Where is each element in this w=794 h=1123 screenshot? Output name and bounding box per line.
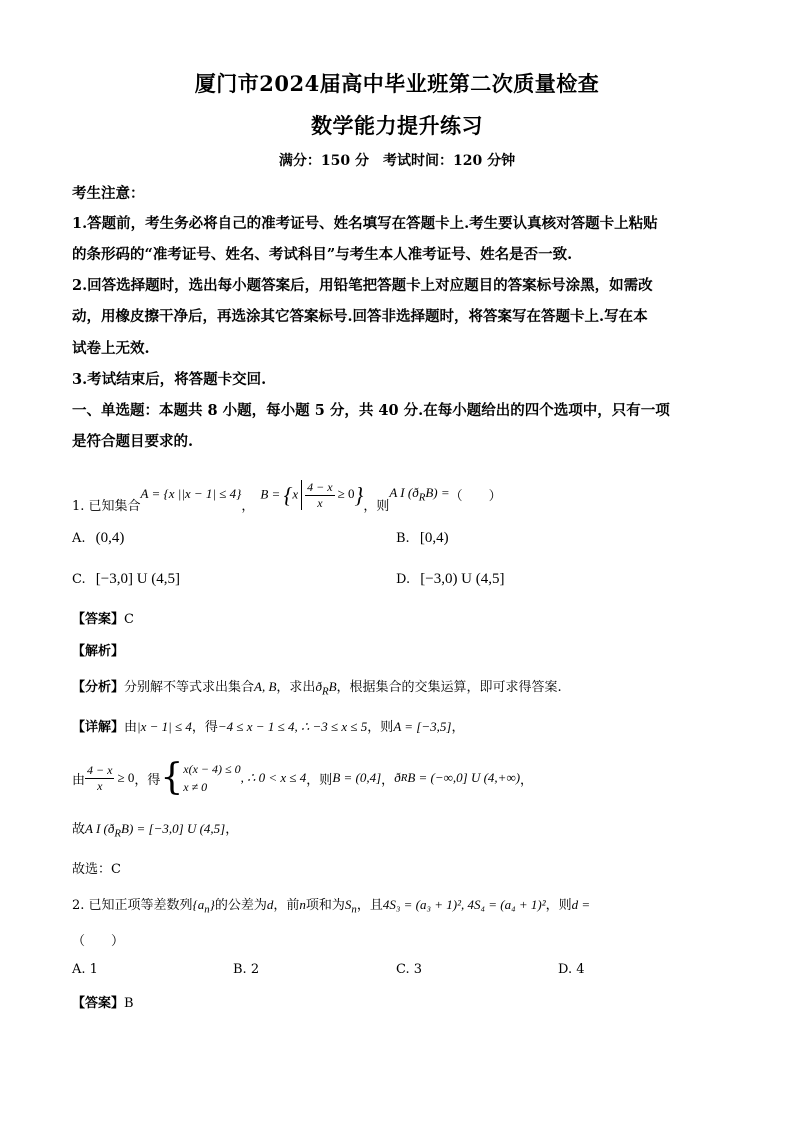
- option-a[interactable]: [72, 530, 124, 547]
- analysis-tag: 【解析】: [72, 644, 125, 659]
- section-heading: 是符合题目要求的.: [72, 433, 194, 450]
- option-label: B.: [233, 962, 247, 977]
- text: ，: [381, 772, 395, 788]
- text: 分别解不等式求出集合: [124, 680, 255, 695]
- set-b-fraction: [305, 480, 334, 511]
- question-1-expression: [389, 485, 449, 504]
- math-subscript: n: [351, 903, 357, 916]
- math-inline: {a: [192, 897, 205, 912]
- option-value: 2: [250, 962, 260, 977]
- answer-blank: （ ）: [72, 934, 125, 949]
- option-b[interactable]: [396, 530, 449, 547]
- math-inline: B) = [−3,0] U (4,5]: [121, 821, 226, 836]
- solution-step-2: [72, 756, 722, 800]
- option-label: D.: [558, 962, 573, 977]
- math-inline: B = (0,4]: [332, 770, 382, 785]
- text: ，求出: [276, 680, 316, 695]
- solution-step-1: [72, 716, 722, 735]
- fraction-numerator: 4 − x: [307, 479, 333, 494]
- math-inline: }: [209, 897, 215, 912]
- fenxi-tag: 【分析】: [72, 680, 125, 695]
- notice-line: 动，用橡皮擦干净后，再选涂其它答案标号.回答非选择题时，将答案写在答题卡上.写在本: [72, 308, 648, 325]
- left-brace-icon: {: [283, 482, 293, 507]
- text: ，得: [191, 720, 218, 735]
- final-choice: 故选：C: [72, 862, 121, 877]
- text: ，且: [356, 898, 383, 913]
- set-b-relation: ≥ 0: [337, 485, 355, 501]
- text: 的公差为: [214, 898, 267, 913]
- option-label: C.: [396, 962, 410, 977]
- question-2-prefix: 2. 已知正项等差数列: [72, 898, 193, 913]
- fraction-numerator: 4 − x: [87, 762, 113, 777]
- system-row: x(x − 4) ≤ 0: [183, 762, 241, 776]
- answer-tag: 【答案】: [72, 612, 125, 627]
- exam-subtitle: 数学能力提升练习: [311, 113, 483, 138]
- option-d[interactable]: [558, 962, 585, 977]
- notice-heading: 考生注意：: [72, 185, 145, 202]
- solution-fraction: [85, 763, 114, 794]
- exam-title: 厦门市2024届高中毕业班第二次质量检查: [194, 71, 600, 96]
- math-inline: B: [328, 679, 337, 694]
- option-value: [−3,0) U (4,5]: [420, 571, 505, 587]
- option-d[interactable]: [396, 571, 505, 588]
- math-inline: B = (−∞,0] U (4,+∞): [407, 770, 521, 785]
- option-b[interactable]: [233, 962, 259, 977]
- expr-subscript: R: [418, 491, 426, 504]
- text: ，前: [273, 898, 300, 913]
- option-label: A.: [72, 962, 86, 977]
- set-b-definition: [260, 480, 363, 511]
- text: ，: [520, 772, 534, 788]
- option-value: [0,4): [419, 530, 449, 546]
- right-brace-icon: }: [354, 482, 364, 507]
- option-value: 4: [576, 962, 585, 977]
- math-subscript: R: [400, 772, 408, 784]
- text: ，则: [367, 720, 394, 735]
- math-inline: S: [344, 897, 352, 912]
- option-label: B.: [396, 531, 410, 546]
- question-1-then: ，则: [363, 498, 390, 514]
- option-c[interactable]: [396, 962, 422, 977]
- answer-blank: （ ）: [449, 488, 502, 504]
- option-value: (0,4): [95, 530, 125, 546]
- notice-line: 1.答题前，考生务必将自己的准考证号、姓名填写在答题卡上.考生要认真核对答题卡上粘贴: [72, 215, 658, 232]
- math-inline: A = [−3,5]: [393, 719, 452, 734]
- option-a[interactable]: [72, 962, 98, 977]
- math-inline: ð: [315, 679, 322, 694]
- math-inline: d =: [571, 897, 591, 912]
- set-b-variable: x: [292, 485, 299, 501]
- answer-value: B: [124, 996, 134, 1011]
- text: ，则: [545, 898, 572, 913]
- question-1-prefix: 1. 已知集合: [72, 498, 141, 514]
- math-inline: ≥ 0: [117, 770, 135, 785]
- xiangjie-tag: 【详解】: [72, 720, 125, 735]
- math-inline: n: [299, 897, 306, 912]
- text: 由: [124, 720, 138, 735]
- text: ，: [225, 822, 239, 837]
- option-value: [−3,0] U (4,5]: [95, 571, 181, 587]
- fraction-denominator: x: [97, 778, 103, 793]
- text: ，则: [306, 772, 333, 788]
- math-inline: A I (ð: [85, 821, 115, 836]
- notice-line: 2.回答选择题时，选出每小题答案后，用铅笔把答题卡上对应题目的答案标号涂黑，如需改: [72, 277, 653, 294]
- text: 项和为: [305, 898, 345, 913]
- left-brace-icon: {: [160, 757, 184, 798]
- notice-line: 试卷上无效.: [72, 340, 150, 357]
- section-heading: 一、单选题：本题共 8 小题，每小题 5 分，共 40 分.在每小题给出的四个选项中，只有一项: [72, 402, 670, 419]
- text: 故: [72, 822, 86, 837]
- question-2-stem: [72, 894, 722, 916]
- expr-part: B) =: [425, 484, 450, 500]
- system-row: x ≠ 0: [183, 780, 208, 794]
- option-value: 3: [413, 962, 423, 977]
- set-b-name: B =: [260, 485, 284, 501]
- math-inline: , ∴ 0 < x ≤ 4: [240, 770, 307, 785]
- math-inline: 4S₃ = (a₃ + 1)², 4S₄ = (a₄ + 1)²: [382, 897, 546, 912]
- math-subscript: n: [204, 903, 210, 916]
- option-label: C.: [72, 572, 86, 587]
- answer-line: [72, 992, 722, 1011]
- text: ，根据集合的交集运算，即可求得答案.: [336, 680, 562, 695]
- math-subscript: R: [321, 685, 329, 698]
- text: ，得: [134, 772, 161, 788]
- notice-line: 3.考试结束后，将答题卡交回.: [72, 371, 267, 388]
- solution-step-3: [72, 818, 722, 840]
- option-value: 1: [89, 962, 98, 977]
- text: ，: [451, 720, 465, 735]
- exam-meta: 满分：150 分 考试时间：120 分钟: [278, 153, 516, 169]
- fraction-denominator: x: [317, 495, 323, 510]
- math-inline: d: [266, 897, 274, 912]
- answer-value: C: [124, 612, 134, 627]
- answer-tag: 【答案】: [72, 996, 125, 1011]
- inequality-system: [183, 760, 240, 796]
- math-inline: ð: [394, 770, 401, 785]
- option-c[interactable]: [72, 571, 180, 588]
- math-inline: |x − 1| ≤ 4: [137, 719, 192, 734]
- expr-part: A I (ð: [389, 484, 419, 500]
- math-inline: −4 ≤ x − 1 ≤ 4, ∴ −3 ≤ x ≤ 5: [217, 719, 368, 734]
- separator: ，: [241, 498, 255, 514]
- math-subscript: R: [114, 827, 122, 840]
- option-label: D.: [396, 572, 411, 587]
- question-1-stem: [72, 472, 722, 518]
- set-a-definition: A = {x ||x − 1| ≤ 4}: [140, 486, 242, 501]
- math-inline: A, B: [254, 679, 277, 694]
- analysis-summary: [72, 676, 722, 698]
- set-bar: [301, 480, 302, 510]
- option-label: A.: [72, 531, 86, 546]
- answer-line: [72, 608, 722, 627]
- notice-line: 的条形码的“准考证号、姓名、考试科目”与考生本人准考证号、姓名是否一致.: [72, 246, 573, 263]
- text: 由: [72, 772, 86, 788]
